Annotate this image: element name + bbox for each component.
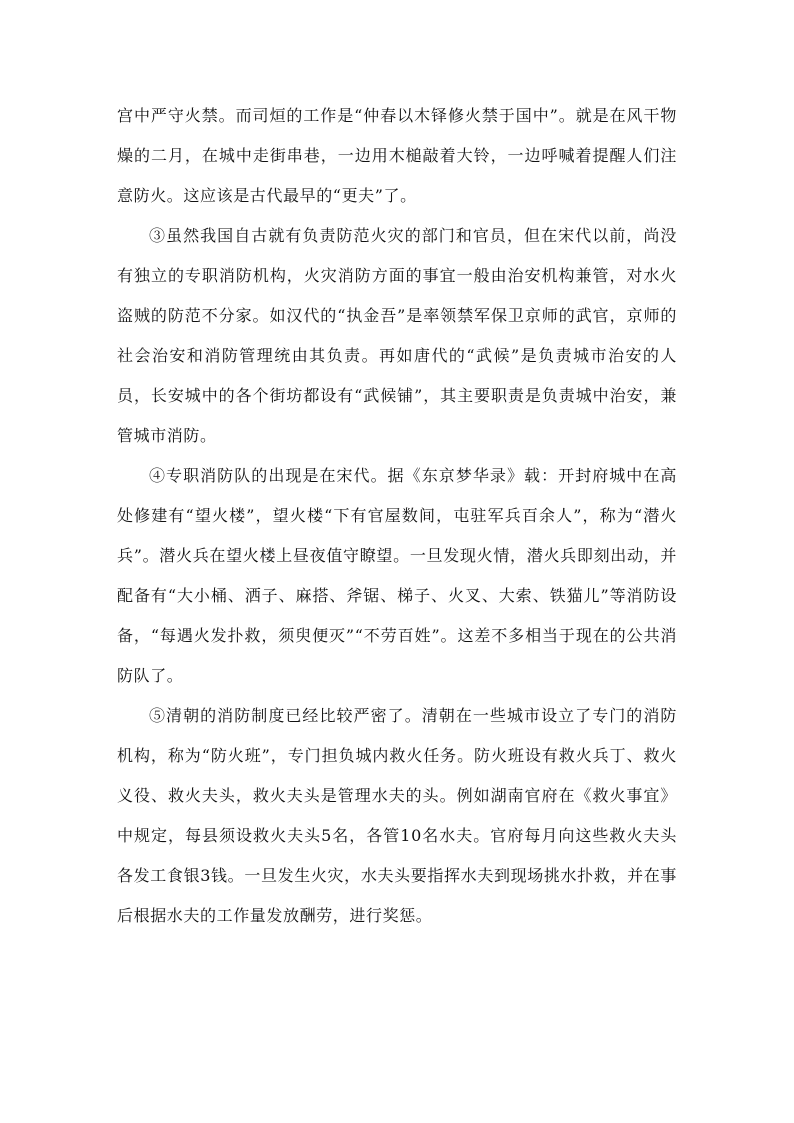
paragraph-4: ④专职消防队的出现是在宋代。据《东京梦华录》载：开封府城中在高处修建有“望火楼”，望火楼“下有官屋数间，屯驻军兵百余人”，称为“潜火兵”。潜火兵在望火楼上昼夜值守瞭望。一旦发现火情，潜火兵即刻出动，并配备有“大小桶、洒子、麻搭、斧锯、梯子、火叉、大索、铁猫儿”等消防设备，“每遇火发扑救，须臾便灭”“不劳百姓”。这差不多相当于现在的公共消防队了。 (117, 466, 677, 685)
paragraph-continued-text: 宫中严守火禁。而司烜的工作是“仲春以木铎修火禁于国中”。就是在风干物燥的二月，在城中走街串巷，一边用木槌敲着大铃，一边呼喊着提醒人们注意防火。这应该是古代最早的“更夫”了。 (117, 106, 677, 205)
paragraph-5: ⑤清朝的消防制度已经比较严密了。清朝在一些城市设立了专门的消防机构，称为“防火班”，专门担负城内救火任务。防火班设有救火兵丁、救火义役、救火夫头，救火夫头是管理水夫的头。例如湖南官府在《救火事宜》中规定，每县须设救火夫头5名，各管10名水夫。官府每月向这些救火夫头各发工食银3钱。一旦发生火灾，水夫头要指挥水夫到现场挑水扑救，并在事后根据水夫的工作量发放酬劳，进行奖惩。 (117, 706, 677, 925)
document-body (117, 96, 677, 936)
paragraph-3: ③虽然我国自古就有负责防范火灾的部门和官员，但在宋代以前，尚没有独立的专职消防机构，火灾消防方面的事宜一般由治安机构兼管，对水火盗贼的防范不分家。如汉代的“执金吾”是率领禁军保卫京师的武官，京师的社会治安和消防管理统由其负责。再如唐代的“武候”是负责城市治安的人员，长安城中的各个街坊都设有“武候铺”，其主要职责是负责城中治安，兼管城市消防。 (117, 226, 677, 445)
